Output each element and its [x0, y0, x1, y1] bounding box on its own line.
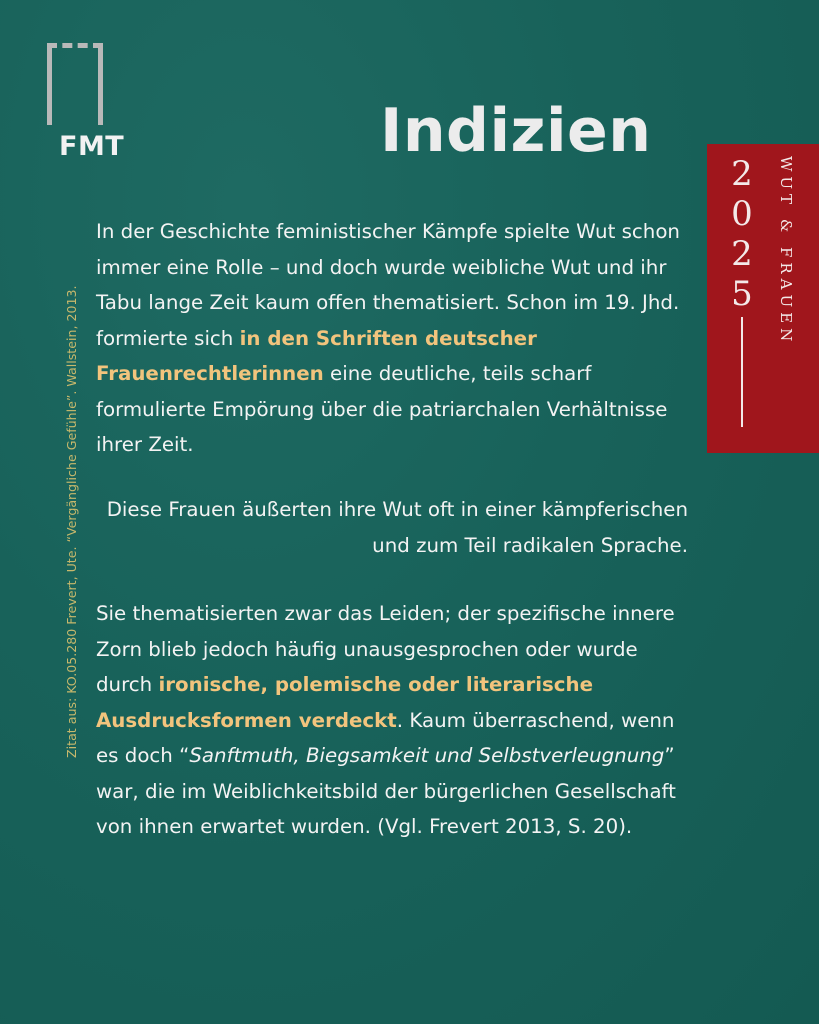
year-digit: 2 [731, 154, 753, 194]
year-digit: 2 [731, 234, 753, 274]
paragraph-3-quote: Sanftmuth, Biegsamkeit und Selbstverleugnung [189, 744, 665, 767]
badge-divider [741, 317, 743, 427]
logo-text: FMT [59, 131, 125, 162]
paragraph-1-highlight: in den Schriften deutscher Frauenrechtlerinnen [96, 326, 537, 385]
paragraph-3-text-end: ” war, die im Weiblichkeitsbild der bürgerlichen Gesellschaft von ihnen erwartet wurden. (Vgl. Frevert 2013, S. 20). [96, 744, 676, 838]
paragraph-1-text-end: eine deutliche, teils scharf formulierte Empörung über die patriarchalen Verhältnisse ihrer Zeit. [96, 362, 668, 456]
paragraph-1-text: In der Geschichte feministischer Kämpfe spielte Wut schon immer eine Rolle – und doch wurde weibliche Wut und ihr Tabu lange Zeit kaum offen thematisiert. Schon im 19. Jhd. formierte sich [96, 220, 680, 350]
paragraph-3-text-mid: . Kaum überraschend, wenn es doch “ [96, 708, 675, 767]
fmt-logo [47, 43, 125, 162]
logo-frame [47, 43, 103, 125]
paragraph-3 [96, 596, 696, 845]
paragraph-2: Diese Frauen äußerten ihre Wut oft in einer kämpferischen und zum Teil radikalen Sprache. [106, 498, 688, 557]
paragraph-3-highlight: ironische, polemische oder literarische Ausdrucksformen verdeckt [96, 673, 593, 732]
year-digit: 0 [731, 194, 753, 234]
paragraph-3-text: Sie thematisierten zwar das Leiden; der spezifische innere Zorn blieb jedoch häufig unausgesprochen oder wurde durch [96, 602, 675, 696]
year-badge [707, 144, 819, 453]
citation-note: Zitat aus: KO.05.280 Frevert, Ute. “Vergängliche Gefühle”. Wallstein, 2013. [64, 285, 79, 758]
main-content [96, 214, 696, 838]
page-title: Indizien [380, 96, 652, 166]
year-digit: 5 [731, 274, 753, 314]
paragraph-1 [96, 214, 696, 463]
badge-label: WUT & FRAUEN [777, 156, 795, 347]
badge-year [727, 154, 757, 314]
